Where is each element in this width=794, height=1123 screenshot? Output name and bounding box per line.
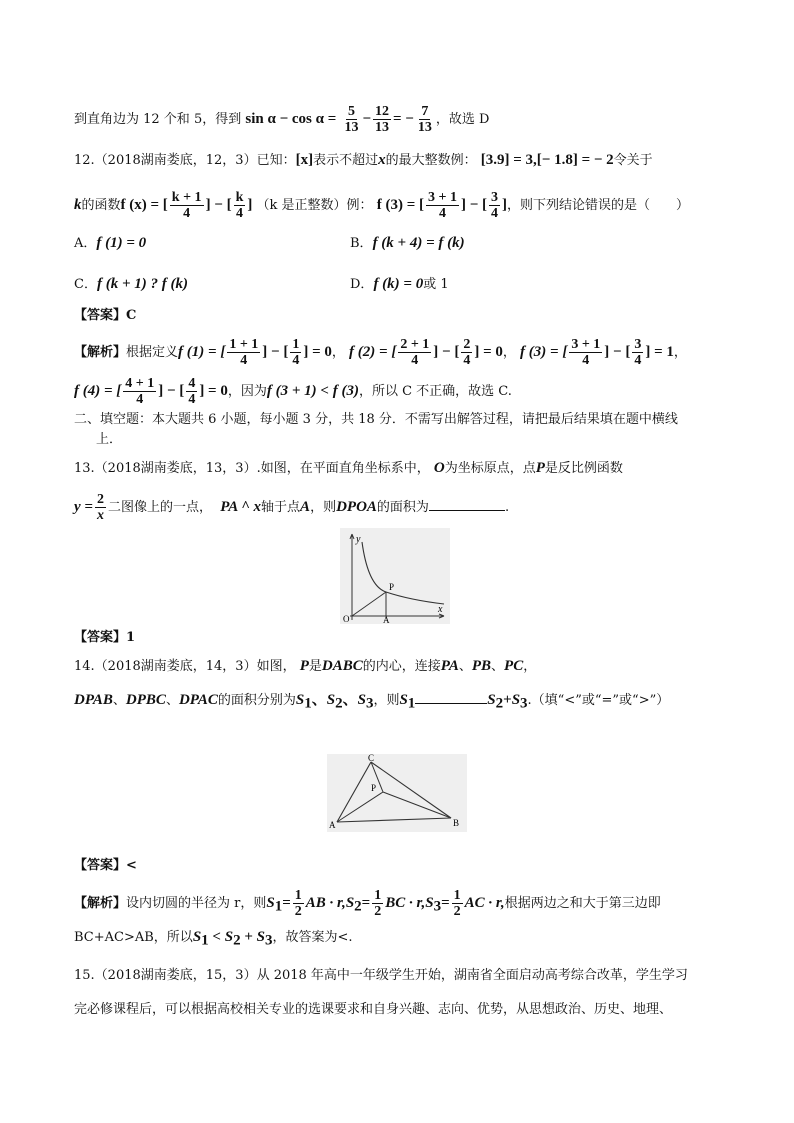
section-2-heading-cont: 上． xyxy=(96,432,123,447)
fraction: $\frac{12}{13}$ xyxy=(375,104,389,135)
answer-13: 【答案】1 xyxy=(74,630,136,645)
question-13-line-2: y = $\frac{2}{x}$ 二图像上的一点， PA ^ x轴于点A，则DPOA的面积为 . xyxy=(74,492,510,523)
vertex-a-label: A xyxy=(329,820,336,830)
option-d: D．f (k) = 0或 1 xyxy=(350,276,449,292)
option-b: B．f (k + 4) = f (k) xyxy=(350,235,465,251)
figure-q14-triangle xyxy=(327,754,467,832)
incenter-p-label: P xyxy=(371,783,377,793)
question-14-line-2: DPAB、DPBC、DPAC的面积分别为$S_1$、$S_2$、$S_3$，则$S_1$ $S_2+S_3$.（填“<”或“=”或“>”） xyxy=(74,689,754,714)
answer-blank xyxy=(415,689,487,704)
origin-label: O xyxy=(343,614,350,624)
vertex-c-label: C xyxy=(368,754,375,763)
option-c: C．f (k + 1) ? f (k) xyxy=(74,276,188,292)
question-15-line-1: 15.（2018湖南娄底，15，3）从 2018 年高中一年级学生开始，湖南省全面启动高考综合改革，学生学习 xyxy=(74,968,688,983)
point-p-label: P xyxy=(389,582,395,592)
figure-q13-graph xyxy=(340,528,450,624)
vertex-b-label: B xyxy=(453,818,460,828)
y-axis-label: y xyxy=(356,534,361,545)
answer-12: 【答案】C xyxy=(74,308,137,323)
fraction: $\frac{5}{13}$ xyxy=(344,104,359,135)
fraction: $\frac{7}{13}$ xyxy=(417,104,432,135)
solution-14-line-1: 【解析】设内切圆的半径为 r，则$S_1=$ $\frac{1}{2}$ AB · $r,S_2=$ $\frac{1}{2}$ BC · $r,S_3=$ $\frac{1}{2}$ AC · r,根据两边之和大于第三边即 xyxy=(74,888,661,919)
section-2-heading: 二、填空题：本大题共 6 小题，每小题 3 分，共 18 分．不需写出解答过程，请把最后结果填在题中横线 xyxy=(74,412,678,427)
answer-blank xyxy=(429,496,505,511)
question-13-line-1: 13.（2018湖南娄底，13，3）.如图，在平面直角坐标系中， O为坐标原点，点P是反比例函数 xyxy=(74,460,623,476)
solution-12-line-1: 【解析】根据定义f (1) = [ $\frac{1 + 1}{4}$ ] − [ $\frac{1}{4}$ ] = 0， f (2) = [ $\frac{2 + 1}{4}$ ] − [ $\frac{2}{4}$ ] = 0， f (3) = [ $\frac{3 + 1}{4}$ ] − [ $\frac{3}{4}$ ] = 1， xyxy=(74,337,687,368)
question-15-line-2: 完必修课程后，可以根据高校相关专业的选课要求和自身兴趣、志向、优势，从思想政治、历史、地理、 xyxy=(74,1002,673,1017)
question-12-line-1: 12.（2018湖南娄底，12，3）已知：[x]表示不超过x的最大整数例： [3.9] = 3,[− 1.8] = − 2令关于 xyxy=(74,152,653,168)
continued-solution-line: 到直角边为 12 个和 5，得到 sin α − cos α = $\frac{5}{13}$ − $\frac{12}{13}$ = − $\frac{7}{13}$ ，故选 D xyxy=(74,104,490,135)
solution-14-line-2: BC+AC>AB，所以$S_1 < S_2 + S_3$，故答案为<. xyxy=(74,929,353,949)
x-axis-label: x xyxy=(438,604,443,615)
question-14-line-1: 14.（2018湖南娄底，14，3）如图， P是DABC的内心，连接PA、PB、PC， xyxy=(74,658,537,674)
solution-12-line-2: f (4) = [ $\frac{4 + 1}{4}$ ] − [ $\frac{4}{4}$ ] = 0，因为f (3 + 1) < f (3)，所以 C 不正确，故选 C. xyxy=(74,376,512,407)
answer-14: 【答案】< xyxy=(74,858,137,873)
question-12-line-2: k的函数f (x) = [ $\frac{k + 1}{4}$ ] − [ $\frac{k}{4}$ ] （k 是正整数）例： f (3) = [ $\frac{3 + 1}{4}$ ] − [ $\frac{3}{4}$ ]，则下列结论错误的是（ ） xyxy=(74,190,690,221)
option-a: A．f (1) = 0 xyxy=(74,235,147,251)
point-a-label: A xyxy=(383,615,390,624)
